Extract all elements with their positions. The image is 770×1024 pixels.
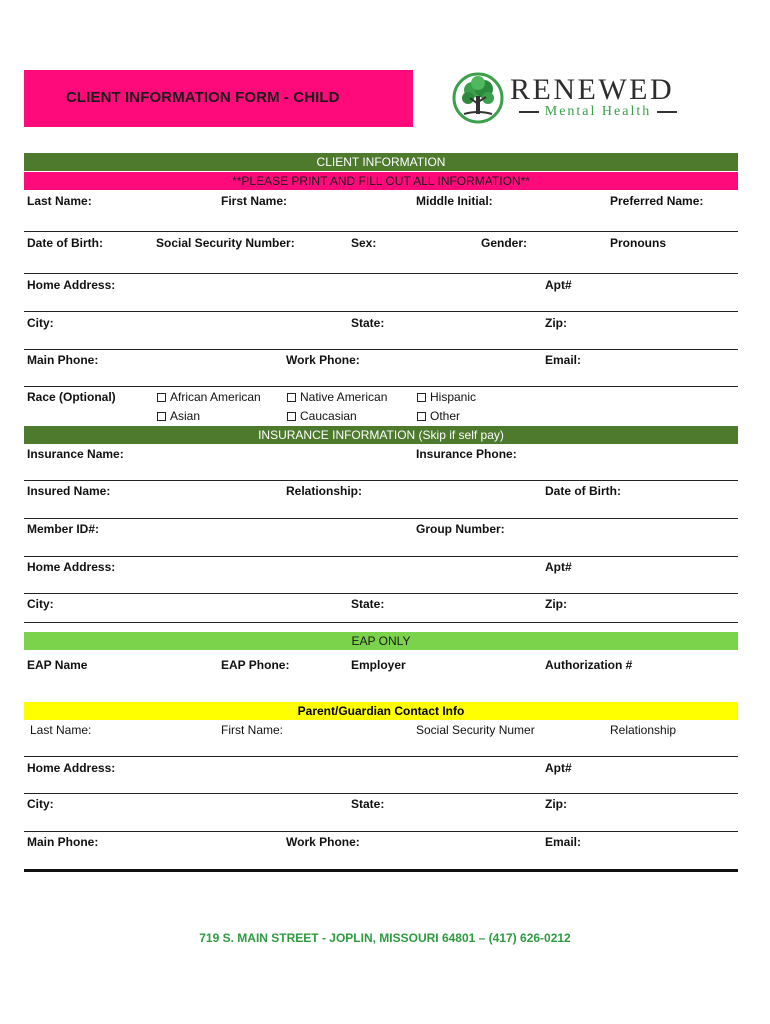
client-last-name-label: Last Name:: [27, 194, 92, 208]
insured-home-address-label: Home Address:: [27, 560, 116, 574]
insured-apt-label: Apt#: [545, 560, 572, 574]
divider: [24, 231, 738, 232]
guardian-home-address-label: Home Address:: [27, 761, 116, 775]
renewed-logo: [448, 70, 698, 126]
race-option-other[interactable]: Other: [417, 409, 460, 423]
guardian-email-label: Email:: [545, 835, 582, 849]
client-city-label: City:: [27, 316, 54, 330]
guardian-city-label: City:: [27, 797, 54, 811]
client-preferred-name-label: Preferred Name:: [610, 194, 704, 208]
form-title: CLIENT INFORMATION FORM - CHILD: [66, 89, 340, 106]
insured-city-label: City:: [27, 597, 54, 611]
client-work-phone-label: Work Phone:: [286, 353, 360, 367]
divider: [24, 349, 738, 350]
divider: [24, 793, 738, 794]
race-option-asian[interactable]: Asian: [157, 409, 200, 423]
guardian-info-header: Parent/Guardian Contact Info: [24, 702, 738, 720]
insurance-info-header: INSURANCE INFORMATION (Skip if self pay): [24, 426, 738, 444]
logo-wordmark: RENEWED: [510, 73, 675, 106]
client-main-phone-label: Main Phone:: [27, 353, 99, 367]
client-email-label: Email:: [545, 353, 582, 367]
form-title-banner: [24, 70, 413, 127]
client-sex-label: Sex:: [351, 236, 377, 250]
insured-dob-label: Date of Birth:: [545, 484, 621, 498]
client-gender-label: Gender:: [481, 236, 528, 250]
guardian-work-phone-label: Work Phone:: [286, 835, 360, 849]
eap-authorization-label: Authorization #: [545, 658, 633, 672]
checkbox-icon: [287, 393, 296, 402]
logo-subtitle: [504, 104, 692, 120]
client-ssn-label: Social Security Number:: [156, 236, 295, 250]
insured-name-label: Insured Name:: [27, 484, 111, 498]
bottom-divider: [24, 869, 738, 872]
guardian-zip-label: Zip:: [545, 797, 567, 811]
insurance-name-label: Insurance Name:: [27, 447, 124, 461]
divider: [24, 622, 738, 623]
eap-phone-label: EAP Phone:: [221, 658, 290, 672]
divider: [24, 480, 738, 481]
insured-zip-label: Zip:: [545, 597, 567, 611]
race-label: Race (Optional): [27, 390, 116, 404]
checkbox-icon: [157, 393, 166, 402]
client-state-label: State:: [351, 316, 385, 330]
guardian-apt-label: Apt#: [545, 761, 572, 775]
client-pronouns-label: Pronouns: [610, 236, 666, 250]
guardian-ssn-label: Social Security Numer: [416, 723, 535, 737]
member-id-label: Member ID#:: [27, 522, 100, 536]
print-notice-banner: **PLEASE PRINT AND FILL OUT ALL INFORMATION**: [24, 172, 738, 190]
checkbox-icon: [417, 412, 426, 421]
client-apt-label: Apt#: [545, 278, 572, 292]
guardian-first-name-label: First Name:: [221, 723, 284, 737]
eap-employer-label: Employer: [351, 658, 406, 672]
guardian-last-name-label: Last Name:: [30, 723, 92, 737]
divider: [24, 311, 738, 312]
checkbox-icon: [287, 412, 296, 421]
race-option-caucasian[interactable]: Caucasian: [287, 409, 357, 423]
insured-state-label: State:: [351, 597, 385, 611]
eap-only-header: EAP ONLY: [24, 632, 738, 650]
divider: [24, 756, 738, 757]
checkbox-icon: [417, 393, 426, 402]
divider: [24, 386, 738, 387]
group-number-label: Group Number:: [416, 522, 505, 536]
client-first-name-label: First Name:: [221, 194, 288, 208]
guardian-relationship-label: Relationship: [610, 723, 677, 737]
divider: [24, 831, 738, 832]
divider: [24, 518, 738, 519]
tree-icon: [450, 70, 506, 126]
client-home-address-label: Home Address:: [27, 278, 116, 292]
race-option-native-american[interactable]: Native American: [287, 390, 387, 404]
race-option-african-american[interactable]: African American: [157, 390, 261, 404]
divider: [24, 556, 738, 557]
guardian-main-phone-label: Main Phone:: [27, 835, 99, 849]
client-dob-label: Date of Birth:: [27, 236, 103, 250]
divider: [24, 273, 738, 274]
checkbox-icon: [157, 412, 166, 421]
client-zip-label: Zip:: [545, 316, 567, 330]
logo-subtitle-text: Mental Health: [544, 104, 652, 119]
eap-name-label: EAP Name: [27, 658, 88, 672]
race-option-hispanic[interactable]: Hispanic: [417, 390, 476, 404]
guardian-state-label: State:: [351, 797, 385, 811]
divider: [24, 593, 738, 594]
insured-relationship-label: Relationship:: [286, 484, 363, 498]
footer-address: 719 S. MAIN STREET - JOPLIN, MISSOURI 64801 – (417) 626-0212: [199, 931, 571, 945]
insurance-phone-label: Insurance Phone:: [416, 447, 517, 461]
client-info-header: CLIENT INFORMATION: [24, 153, 738, 171]
client-middle-initial-label: Middle Initial:: [416, 194, 493, 208]
